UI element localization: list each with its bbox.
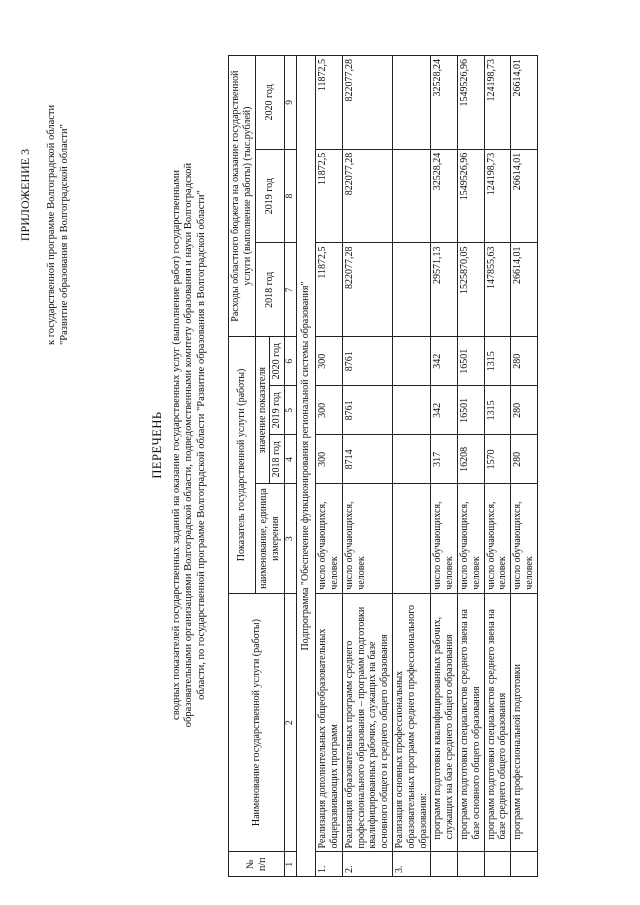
table-row bbox=[457, 56, 484, 877]
row-value-2019: 8761 bbox=[342, 386, 392, 435]
row-budget-2019: 26614,01 bbox=[511, 149, 538, 243]
table-row bbox=[431, 56, 458, 877]
appendix-line-2: "Развитие образования в Волгоградской области" bbox=[58, 124, 70, 345]
row-value-2019: 16501 bbox=[457, 386, 484, 435]
row-budget-2019: 11872,5 bbox=[316, 149, 343, 243]
header-indicator-value: значение показателя bbox=[255, 337, 270, 484]
row-budget-2018: 26614,01 bbox=[511, 243, 538, 337]
column-number-row bbox=[285, 56, 297, 877]
document-title: ПЕРЕЧЕНЬ bbox=[150, 411, 164, 479]
row-no bbox=[484, 852, 511, 877]
colnum-1: 1 bbox=[285, 852, 297, 877]
header-indicator: Показатель государственной услуги (работы) bbox=[229, 337, 256, 594]
row-value-2020 bbox=[392, 337, 430, 386]
colnum-2: 2 bbox=[285, 593, 297, 852]
header-row-1 bbox=[229, 56, 256, 877]
row-value-2018: 1570 bbox=[484, 435, 511, 484]
colnum-5: 5 bbox=[285, 386, 297, 435]
section-title: Подпрограмма "Обеспечение функционирования региональной системы образования" bbox=[297, 56, 316, 877]
header-budget-2020: 2020 год bbox=[255, 56, 285, 150]
row-value-2018: 300 bbox=[316, 435, 343, 484]
row-service: программ подготовки специалистов среднего звена на базе основного общего образования bbox=[457, 593, 484, 852]
row-value-2019: 300 bbox=[316, 386, 343, 435]
row-unit: число обучающихся, человек bbox=[316, 484, 343, 593]
row-value-2018: 16208 bbox=[457, 435, 484, 484]
colnum-4: 4 bbox=[285, 435, 297, 484]
row-value-2020: 342 bbox=[431, 337, 458, 386]
document-subtitle: сводных показателей государственных заданий на оказание государственных услуг (выполнение работ) государственными образовательными организациями Волгоградской области, подведомственными комитету образования и науки Волгоградской области, по государственной программе Волгоградской области "Развитие образования в Волгоградской области" bbox=[170, 162, 207, 728]
appendix-title: ПРИЛОЖЕНИЕ 3 bbox=[18, 148, 32, 242]
row-budget-2020: 11872,5 bbox=[316, 56, 343, 150]
row-budget-2020: 32528,24 bbox=[431, 56, 458, 150]
colnum-7: 7 bbox=[285, 243, 297, 337]
row-budget-2018 bbox=[392, 243, 430, 337]
row-no bbox=[457, 852, 484, 877]
row-budget-2019 bbox=[392, 149, 430, 243]
row-service: Реализация основных профессиональных образовательных программ среднего профессионального образования: bbox=[392, 593, 430, 852]
row-budget-2018: 147855,63 bbox=[484, 243, 511, 337]
colnum-8: 8 bbox=[285, 149, 297, 243]
row-unit bbox=[392, 484, 430, 593]
indicators-table bbox=[228, 55, 538, 877]
header-value-2019: 2019 год bbox=[270, 386, 285, 435]
header-value-2018: 2018 год bbox=[270, 435, 285, 484]
row-budget-2019: 1549526,96 bbox=[457, 149, 484, 243]
row-unit: число обучающихся, человек bbox=[457, 484, 484, 593]
row-value-2020: 300 bbox=[316, 337, 343, 386]
row-value-2019: 342 bbox=[431, 386, 458, 435]
row-value-2018: 280 bbox=[511, 435, 538, 484]
row-no: 2. bbox=[342, 852, 392, 877]
table-row bbox=[392, 56, 430, 877]
appendix-block bbox=[18, 45, 71, 345]
row-budget-2018: 11872,5 bbox=[316, 243, 343, 337]
row-unit: число обучающихся, человек bbox=[484, 484, 511, 593]
row-no bbox=[431, 852, 458, 877]
row-service: программ профессиональной подготовки bbox=[511, 593, 538, 852]
row-value-2018: 317 bbox=[431, 435, 458, 484]
row-budget-2018: 822077,28 bbox=[342, 243, 392, 337]
row-budget-2019: 822077,28 bbox=[342, 149, 392, 243]
header-budget-2019: 2019 год bbox=[255, 149, 285, 243]
row-value-2020: 16501 bbox=[457, 337, 484, 386]
header-value-2020: 2020 год bbox=[270, 337, 285, 386]
header-no: № п/п bbox=[229, 852, 285, 877]
document-heading bbox=[150, 145, 208, 745]
row-budget-2020: 26614,01 bbox=[511, 56, 538, 150]
row-value-2019: 280 bbox=[511, 386, 538, 435]
table-row bbox=[342, 56, 392, 877]
row-budget-2020 bbox=[392, 56, 430, 150]
colnum-6: 6 bbox=[285, 337, 297, 386]
row-budget-2020: 1549526,96 bbox=[457, 56, 484, 150]
row-value-2020: 1315 bbox=[484, 337, 511, 386]
section-row bbox=[297, 56, 316, 877]
row-value-2018 bbox=[392, 435, 430, 484]
appendix-line-1: к государственной программе Волгоградской области bbox=[46, 104, 58, 345]
row-service: Реализация дополнительных общеобразовательных общеразвивающих программ bbox=[316, 593, 343, 852]
row-value-2019: 1315 bbox=[484, 386, 511, 435]
table-row bbox=[316, 56, 343, 877]
colnum-9: 9 bbox=[285, 56, 297, 150]
table-row bbox=[511, 56, 538, 877]
row-no: 3. bbox=[392, 852, 430, 877]
row-budget-2020: 822077,28 bbox=[342, 56, 392, 150]
row-value-2020: 8761 bbox=[342, 337, 392, 386]
row-service: Реализация образовательных программ среднего профессионального образования – программ подготовки квалифицированных рабочих, служащих на базе основного общего и среднего общего образования bbox=[342, 593, 392, 852]
row-value-2019 bbox=[392, 386, 430, 435]
row-unit: число обучающихся, человек bbox=[511, 484, 538, 593]
header-indicator-name: наименование, единица измерения bbox=[255, 484, 285, 593]
row-budget-2018: 29571,13 bbox=[431, 243, 458, 337]
row-unit: число обучающихся, человек bbox=[342, 484, 392, 593]
row-no bbox=[511, 852, 538, 877]
row-service: программ подготовки квалифицированных рабочих, служащих на базе среднего общего образования bbox=[431, 593, 458, 852]
row-budget-2020: 124198,73 bbox=[484, 56, 511, 150]
header-budget-2018: 2018 год bbox=[255, 243, 285, 337]
row-unit: число обучающихся, человек bbox=[431, 484, 458, 593]
row-budget-2018: 1525870,05 bbox=[457, 243, 484, 337]
row-service: программ подготовки специалистов среднего звена на базе среднего общего образования bbox=[484, 593, 511, 852]
row-value-2018: 8714 bbox=[342, 435, 392, 484]
row-value-2020: 280 bbox=[511, 337, 538, 386]
row-budget-2019: 124198,73 bbox=[484, 149, 511, 243]
header-budget: Расходы областного бюджета на оказание государственной услуги (выполнение работы) (тыс.рублей) bbox=[229, 56, 256, 337]
colnum-3: 3 bbox=[285, 484, 297, 593]
header-service-name: Наименование государственной услуги (работы) bbox=[229, 593, 285, 852]
table-row bbox=[484, 56, 511, 877]
row-budget-2019: 32528,24 bbox=[431, 149, 458, 243]
row-no: 1. bbox=[316, 852, 343, 877]
